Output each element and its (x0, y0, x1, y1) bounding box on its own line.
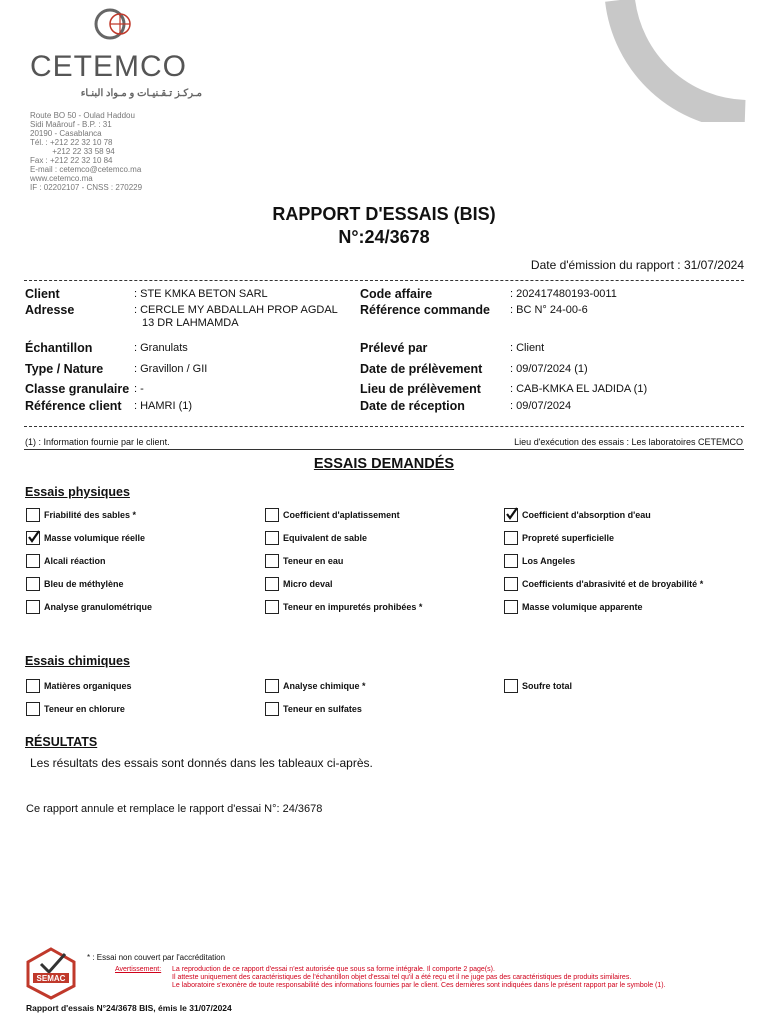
test-checkbox-item[interactable] (504, 577, 703, 591)
test-label: Analyse granulométrique (44, 602, 153, 612)
test-label: Bleu de méthylène (44, 579, 124, 589)
logo-text: CETEMCO (30, 50, 187, 83)
checkbox-icon[interactable] (265, 679, 279, 693)
decorative-arc-icon (600, 0, 750, 122)
checkbox-icon[interactable] (26, 554, 40, 568)
avertissement-line: Le laboratoire s'exonère de toute responsabilité des informations fournies par le client. Ces dernières sont indiquées dans le présent rapport par le symbole (1). (172, 982, 666, 989)
type-value: : Gravillon / GII (134, 363, 208, 375)
address-line: E-mail : cetemco@cetemco.ma (30, 165, 142, 174)
test-checkbox-item[interactable] (265, 508, 400, 522)
test-checkbox-item[interactable] (504, 508, 651, 522)
test-checkbox-item[interactable] (26, 600, 152, 614)
preleve-value: : Client (510, 342, 545, 354)
checkbox-icon[interactable] (265, 600, 279, 614)
checkbox-icon[interactable] (26, 508, 40, 522)
checkbox-icon[interactable] (26, 577, 40, 591)
test-label: Micro deval (283, 579, 333, 589)
checkbox-icon[interactable] (504, 531, 518, 545)
checkbox-icon[interactable] (26, 600, 40, 614)
address-line: 20190 - Casablanca (30, 129, 102, 138)
checkbox-icon[interactable] (504, 554, 518, 568)
test-checkbox-item[interactable] (26, 577, 124, 591)
avertissement-line: Il atteste uniquement des caractéristiques de l'échantillon objet d'essai tel qu'il a été reçu et il ne juge pas des caractéristiques de produits similaires. (172, 974, 632, 981)
test-label: Coefficient d'aplatissement (283, 510, 400, 520)
checkbox-icon[interactable] (504, 600, 518, 614)
test-checkbox-item[interactable] (265, 679, 366, 693)
test-label: Masse volumique apparente (522, 602, 643, 612)
ref-client-label: Référence client (25, 399, 122, 413)
execution-place: Lieu d'exécution des essais : Les laboratoires CETEMCO (514, 437, 743, 447)
essais-heading: ESSAIS DEMANDÉS (313, 456, 455, 472)
divider (24, 449, 744, 450)
test-label: Los Angeles (522, 556, 576, 566)
client-info-note: (1) : Information fournie par le client. (25, 437, 170, 447)
address-line: Sidi Maârouf - B.P. : 31 (30, 120, 112, 129)
checkbox-icon[interactable] (265, 531, 279, 545)
test-checkbox-item[interactable] (504, 600, 643, 614)
test-label: Soufre total (522, 681, 573, 691)
test-label: Alcali réaction (44, 556, 106, 566)
test-label: Teneur en eau (283, 556, 344, 566)
avertissement-label: Avertissement: (115, 966, 162, 973)
test-checkbox-item[interactable] (265, 577, 333, 591)
test-checkbox-item[interactable] (265, 531, 367, 545)
test-checkbox-item[interactable] (265, 554, 343, 568)
test-label: Equivalent de sable (283, 533, 368, 543)
cetemco-logo-icon (92, 6, 142, 46)
checkbox-checked-icon[interactable] (504, 508, 518, 522)
checkbox-icon[interactable] (265, 702, 279, 716)
test-label: Masse volumique réelle (44, 533, 146, 543)
date-reception-label: Date de réception (360, 399, 465, 413)
report-number: N°:24/3678 (338, 227, 430, 247)
checkbox-icon[interactable] (265, 554, 279, 568)
test-checkbox-item[interactable] (26, 554, 106, 568)
test-checkbox-item[interactable] (26, 679, 132, 693)
avertissement-line: La reproduction de ce rapport d'essai n'est autorisée que sous sa forme intégrale. Il comporte 2 page(s). (172, 966, 495, 973)
checkbox-icon[interactable] (504, 577, 518, 591)
address-line: www.cetemco.ma (30, 174, 93, 183)
classe-label: Classe granulaire (25, 382, 130, 396)
preleve-label: Prélevé par (360, 341, 428, 355)
code-affaire-value: : 202417480193-0011 (510, 288, 617, 300)
ref-commande-value: : BC N° 24-00-6 (510, 304, 588, 316)
report-title: RAPPORT D'ESSAIS (BIS) (272, 204, 496, 224)
client-value: : STE KMKA BETON SARL (134, 288, 268, 300)
essais-physiques-title: Essais physiques (25, 485, 130, 499)
divider (24, 280, 744, 281)
test-label: Matières organiques (44, 681, 132, 691)
adresse-value: : CERCLE MY ABDALLAH PROP AGDAL (134, 304, 338, 316)
lieu-value: : CAB-KMKA EL JADIDA (1) (510, 383, 648, 395)
address-line: Fax : +212 22 32 10 84 (30, 156, 113, 165)
annule-note: Ce rapport annule et remplace le rapport d'essai N°: 24/3678 (26, 803, 323, 815)
test-checkbox-item[interactable] (26, 531, 145, 545)
test-label: Coefficients d'abrasivité et de broyabilité * (522, 579, 704, 589)
resultats-text: Les résultats des essais sont donnés dans les tableaux ci-après. (30, 756, 373, 770)
test-checkbox-item[interactable] (504, 679, 572, 693)
date-reception-value: : 09/07/2024 (510, 400, 572, 412)
test-label: Propreté superficielle (522, 533, 615, 543)
address-block (30, 111, 142, 192)
client-label: Client (25, 287, 60, 301)
semac-badge-icon (25, 946, 77, 1000)
test-label: Friabilité des sables * (44, 510, 137, 520)
checkbox-icon[interactable] (504, 679, 518, 693)
code-affaire-label: Code affaire (360, 287, 433, 301)
address-line: +212 22 33 58 94 (30, 147, 115, 156)
test-checkbox-item[interactable] (26, 702, 125, 716)
test-checkbox-item[interactable] (504, 554, 575, 568)
ref-commande-label: Référence commande (360, 303, 490, 317)
avertissement-text (172, 966, 742, 990)
test-checkbox-item[interactable] (504, 531, 614, 545)
checkbox-icon[interactable] (265, 577, 279, 591)
adresse-label: Adresse (25, 303, 75, 317)
footer-report-line: Rapport d'essais N°24/3678 BIS, émis le 31/07/2024 (26, 1003, 232, 1013)
checkbox-icon[interactable] (265, 508, 279, 522)
address-line: Route BO 50 - Oulad Haddou (30, 111, 135, 120)
adresse-value-2: 13 DR LAHMAMDA (142, 317, 239, 329)
ref-client-value: : HAMRI (1) (134, 400, 193, 412)
type-label: Type / Nature (25, 362, 104, 376)
resultats-title: RÉSULTATS (25, 735, 98, 749)
test-checkbox-item[interactable] (26, 508, 136, 522)
test-checkbox-item[interactable] (265, 702, 362, 716)
echantillon-value: : Granulats (134, 342, 188, 354)
test-label: Analyse chimique * (283, 681, 366, 691)
semac-text: SEMAC (36, 974, 66, 983)
essais-chimiques-title: Essais chimiques (25, 654, 130, 668)
test-label: Coefficient d'absorption d'eau (522, 510, 651, 520)
echantillon-label: Échantillon (25, 341, 93, 355)
address-line: Tél. : +212 22 32 10 78 (30, 138, 113, 147)
test-label: Teneur en impuretés prohibées * (283, 602, 423, 612)
issue-date: Date d'émission du rapport : 31/07/2024 (530, 258, 744, 272)
test-label: Teneur en sulfates (283, 704, 362, 714)
test-label: Teneur en chlorure (44, 704, 125, 714)
divider (24, 426, 744, 427)
test-checkbox-item[interactable] (265, 600, 422, 614)
classe-value: : - (134, 383, 144, 395)
address-line: IF : 02202107 - CNSS : 270229 (30, 183, 143, 192)
star-note: * : Essai non couvert par l'accréditation (87, 953, 226, 962)
date-prelevement-label: Date de prélèvement (360, 362, 483, 376)
checkbox-icon[interactable] (26, 679, 40, 693)
lieu-label: Lieu de prélèvement (360, 382, 481, 396)
date-prelevement-value: : 09/07/2024 (1) (510, 363, 588, 375)
logo-arabic-text: مـركـز تـقـنيـات و مـواد البنـاء (80, 88, 202, 99)
checkbox-checked-icon[interactable] (26, 531, 40, 545)
checkbox-icon[interactable] (26, 702, 40, 716)
